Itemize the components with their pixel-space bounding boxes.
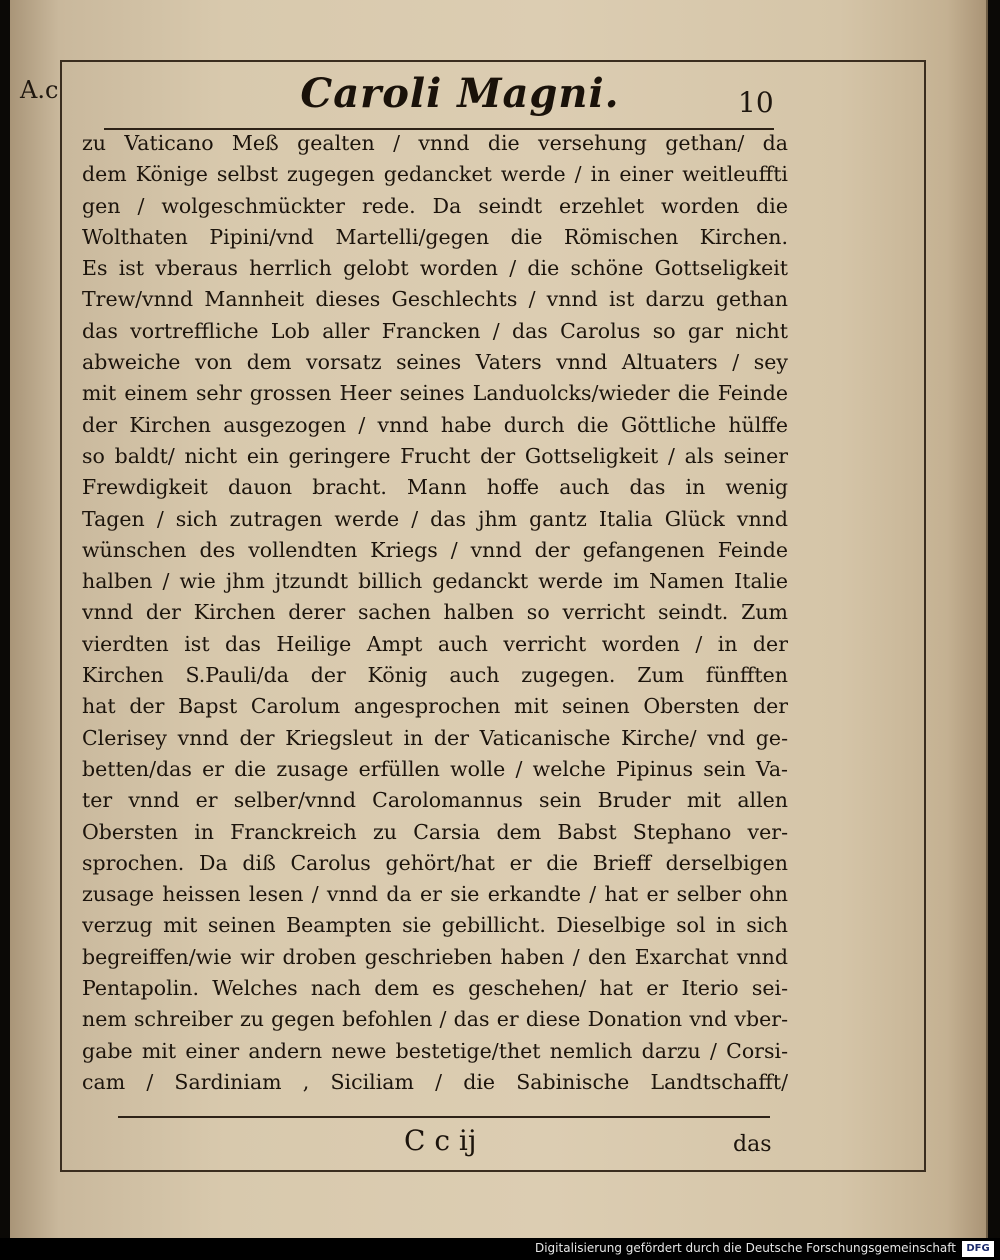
margin-note: A.c [20, 76, 59, 104]
text-line: betten/das er die zusage erfüllen wolle / welche Pipinus sein Va- [82, 756, 788, 781]
text-line: Es ist vberaus herrlich gelobt worden / die schöne Gottseligkeit [82, 256, 788, 281]
text-line: abweiche von dem vorsatz seines Vaters vnnd Altuaters / sey [82, 350, 788, 375]
page-number: 10 [738, 86, 774, 119]
text-line: Frewdigkeit dauon bracht. Mann hoffe auch das in wenig [82, 475, 788, 500]
footer-rule [118, 1116, 770, 1118]
text-line: der Kirchen ausgezogen / vnnd habe durch die Göttliche hülffe [82, 412, 788, 437]
running-head: Caroli Magni. [300, 70, 620, 117]
text-line: zusage heissen lesen / vnnd da er sie erkandte / hat er selber ohn [82, 882, 788, 907]
text-line: mit einem sehr grossen Heer seines Landuolcks/wieder die Feinde [82, 381, 788, 406]
text-line: Obersten in Franckreich zu Carsia dem Babst Stephano ver- [82, 819, 788, 844]
text-line: gabe mit einer andern newe bestetige/thet nemlich darzu / Corsi- [82, 1038, 788, 1063]
body-text [82, 128, 788, 1098]
text-line: vierdten ist das Heilige Ampt auch verricht worden / in der [82, 631, 788, 656]
text-line: Pentapolin. Welches nach dem es geschehen/ hat er Iterio sei- [82, 976, 788, 1001]
text-line: hat der Bapst Carolum angesprochen mit seinen Obersten der [82, 694, 788, 719]
text-line: gen / wolgeschmückter rede. Da seindt erzehlet worden die [82, 193, 788, 218]
text-line: ter vnnd er selber/vnnd Carolomannus sein Bruder mit allen [82, 788, 788, 813]
text-line: Trew/vnnd Mannheit dieses Geschlechts / vnnd ist darzu gethan [82, 287, 788, 312]
text-line: nem schreiber zu gegen befohlen / das er diese Donation vnd vber- [82, 1007, 788, 1032]
text-line: zu Vaticano Meß gealten / vnnd die versehung gethan/ da [82, 131, 788, 155]
text-line: Clerisey vnnd der Kriegsleut in der Vaticanische Kirche/ vnd ge- [82, 725, 788, 750]
text-line: Wolthaten Pipini/vnd Martelli/gegen die Römischen Kirchen. [82, 224, 788, 249]
text-line: sprochen. Da diß Carolus gehört/hat er die Brieff derselbigen [82, 850, 788, 875]
text-line: Kirchen S.Pauli/da der König auch zugegen. Zum fünfften [82, 663, 788, 688]
text-line: vnnd der Kirchen derer sachen halben so verricht seindt. Zum [82, 600, 788, 625]
footer-bar [0, 1238, 1000, 1260]
text-line: das vortreffliche Lob aller Francken / das Carolus so gar nicht [82, 318, 788, 343]
text-line: dem Könige selbst zugegen gedancket werde / in einer weitleuffti [82, 162, 788, 187]
funding-credit: Digitalisierung gefördert durch die Deutsche Forschungsgemeinschaft [534, 1241, 956, 1255]
text-line: Tagen / sich zutragen werde / das jhm gantz Italia Glück vnnd [82, 506, 788, 531]
signature-mark: C c ij [404, 1124, 477, 1157]
text-line: cam / Sardiniam , Siciliam / die Sabinische Landtschafft/ [82, 1069, 788, 1094]
dfg-logo-icon: DFG [962, 1241, 994, 1257]
catchword: das [733, 1132, 772, 1157]
text-line: wünschen des vollendten Kriegs / vnnd der gefangenen Feinde [82, 537, 788, 562]
text-line: verzug mit seinen Beampten sie gebillicht. Dieselbige sol in sich [82, 913, 788, 938]
text-line: halben / wie jhm jtzundt billich gedanckt werde im Namen Italie [82, 569, 788, 594]
text-line: begreiffen/wie wir droben geschrieben haben / den Exarchat vnnd [82, 944, 788, 969]
text-line: so baldt/ nicht ein geringere Frucht der Gottseligkeit / als seiner [82, 443, 788, 468]
